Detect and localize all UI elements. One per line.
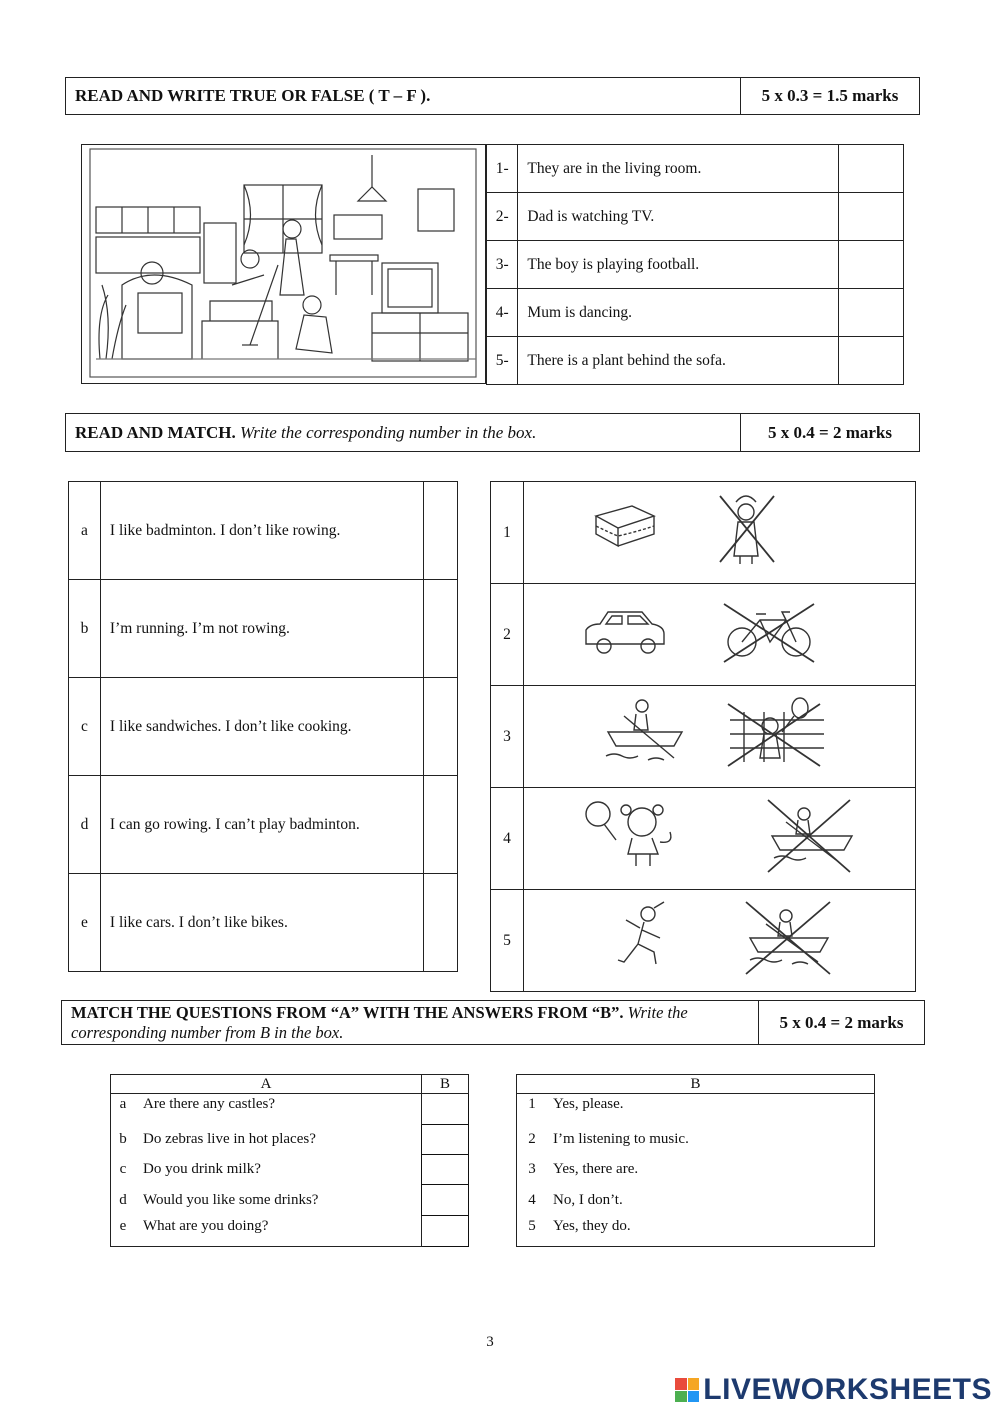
pictures-table (490, 481, 916, 992)
sentence-a-text: I like badminton. I don’t like rowing. (100, 482, 423, 580)
sentence-e-text: I like cars. I don’t like bikes. (100, 874, 423, 972)
question-e-text: What are you doing? (135, 1216, 422, 1247)
question-e-letter: e (111, 1216, 136, 1247)
question-c-text: Do you drink milk? (143, 1161, 261, 1177)
question-d-answer-box[interactable] (422, 1185, 469, 1216)
section1-header (65, 77, 920, 115)
sandwich-icon (596, 506, 654, 546)
tf-row-3-answer-box[interactable] (839, 241, 904, 289)
question-e-answer-box[interactable] (422, 1216, 469, 1247)
liveworksheets-brand[interactable] (675, 1373, 992, 1407)
cooking-crossed-icon (720, 496, 774, 564)
true-false-table (486, 144, 904, 385)
sentence-c-answer-box[interactable] (424, 678, 458, 776)
liveworksheets-wordmark: LIVEWORKSHEETS (703, 1373, 992, 1406)
tf-row-3-text: The boy is playing football. (518, 241, 839, 289)
question-d-text: Would you like some drinks? (143, 1191, 319, 1208)
question-b-text: Do zebras live in hot places? (143, 1131, 316, 1147)
answers-col-header: B (517, 1075, 875, 1094)
section2-title: READ AND MATCH. Write the corresponding number in the box. (66, 414, 741, 451)
questions-table (110, 1074, 469, 1247)
questions-col-header: A (111, 1075, 422, 1094)
tf-row-2-answer-box[interactable] (839, 193, 904, 241)
answer-3-num: 3 (517, 1155, 548, 1185)
picture-1-num: 1 (491, 482, 524, 584)
badminton-icon (586, 802, 671, 866)
picture-2-num: 2 (491, 584, 524, 686)
section3-title: MATCH THE QUESTIONS FROM “A” WITH THE ANSWERS FROM “B”. Write the corresponding number from B in the box. (62, 1001, 759, 1044)
tf-row-3-num: 3- (487, 241, 518, 289)
running-icon (618, 902, 664, 964)
sentence-e-answer-box[interactable] (424, 874, 458, 972)
question-b-answer-box[interactable] (422, 1125, 469, 1155)
sentence-a-letter: a (69, 482, 101, 580)
picture-5-num: 5 (491, 890, 524, 992)
tf-row-2-num: 2- (487, 193, 518, 241)
picture-3-cell (524, 686, 916, 788)
answer-1-text: Yes, please. (547, 1094, 875, 1125)
picture-3-num: 3 (491, 686, 524, 788)
tf-row-1-answer-box[interactable] (839, 145, 904, 193)
question-c-letter: c (111, 1155, 136, 1185)
answer-2-num: 2 (517, 1125, 548, 1155)
sentence-c-letter: c (69, 678, 101, 776)
rowing-icon (606, 700, 682, 760)
answer-2-text: I’m listening to music. (547, 1125, 875, 1155)
sentence-b-text: I’m running. I’m not rowing. (100, 580, 423, 678)
answer-5-text: Yes, they do. (547, 1216, 875, 1247)
picture-1-cell (524, 482, 916, 584)
question-c-answer-box[interactable] (422, 1155, 469, 1185)
tf-row-2-text: Dad is watching TV. (518, 193, 839, 241)
car-icon (586, 612, 664, 653)
badminton-crossed-icon (728, 698, 824, 766)
tf-row-1-num: 1- (487, 145, 518, 193)
living-room-picture (81, 144, 486, 384)
picture-4-num: 4 (491, 788, 524, 890)
sentence-e-letter: e (69, 874, 101, 972)
rowing-crossed-icon (746, 902, 830, 974)
question-a-answer-box[interactable] (422, 1094, 469, 1125)
rowing-crossed-icon (768, 800, 852, 872)
sentence-d-answer-box[interactable] (424, 776, 458, 874)
section2-header (65, 413, 920, 452)
sentence-d-text: I can go rowing. I can’t play badminton. (100, 776, 423, 874)
tf-row-5-text: There is a plant behind the sofa. (518, 337, 839, 385)
sentence-c-text: I like sandwiches. I don’t like cooking. (100, 678, 423, 776)
section3-marks: 5 x 0.4 = 2 marks (779, 1012, 904, 1032)
section1-title: READ AND WRITE TRUE OR FALSE ( T – F ). (66, 78, 741, 114)
tf-row-1-text: They are in the living room. (518, 145, 839, 193)
page-number: 3 (486, 1334, 494, 1350)
sentence-b-answer-box[interactable] (424, 580, 458, 678)
sentence-b-letter: b (69, 580, 101, 678)
tf-row-4-text: Mum is dancing. (518, 289, 839, 337)
picture-2-cell (524, 584, 916, 686)
section2-marks: 5 x 0.4 = 2 marks (768, 422, 892, 442)
answers-table (516, 1074, 875, 1247)
questions-answer-col-header: B (422, 1075, 469, 1094)
sentence-a-answer-box[interactable] (424, 482, 458, 580)
tf-row-4-answer-box[interactable] (839, 289, 904, 337)
question-d-letter: d (111, 1185, 136, 1216)
answer-4-text: No, I don’t. (547, 1185, 875, 1216)
picture-5-cell (524, 890, 916, 992)
section3-header (61, 1000, 925, 1045)
sentence-d-letter: d (69, 776, 101, 874)
answer-1-num: 1 (517, 1094, 548, 1125)
bike-crossed-icon (724, 604, 814, 662)
answer-4-num: 4 (517, 1185, 548, 1216)
tf-row-5-answer-box[interactable] (839, 337, 904, 385)
section1-marks: 5 x 0.3 = 1.5 marks (761, 86, 899, 105)
tf-row-5-num: 5- (487, 337, 518, 385)
liveworksheets-logo-icon (675, 1378, 699, 1402)
sentences-table (68, 481, 458, 972)
tf-row-4-num: 4- (487, 289, 518, 337)
answer-5-num: 5 (517, 1216, 548, 1247)
question-a-letter: a (111, 1094, 136, 1125)
question-b-letter: b (111, 1125, 136, 1155)
picture-4-cell (524, 788, 916, 890)
question-a-text: Are there any castles? (135, 1094, 422, 1125)
answer-3-text: Yes, there are. (547, 1155, 875, 1185)
